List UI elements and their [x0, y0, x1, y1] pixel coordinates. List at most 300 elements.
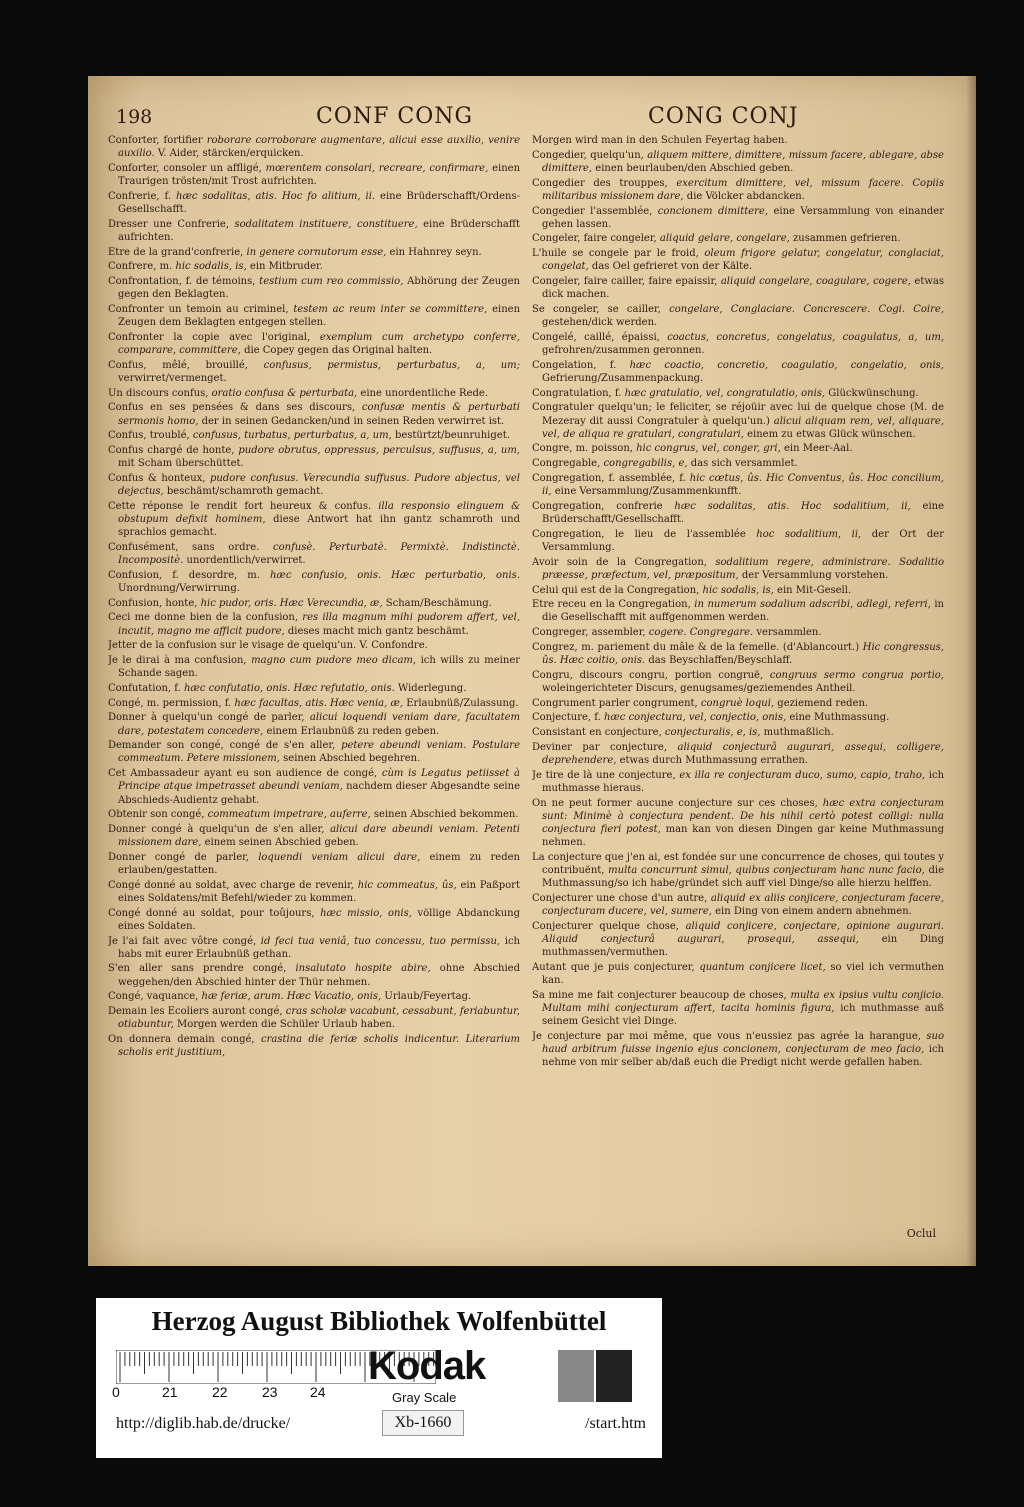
headword: Sa mine me fait conjecturer beaucoup de choses,: [532, 989, 787, 1001]
german-gloss: völlige Abdanckung eines Soldaten.: [118, 907, 520, 932]
dictionary-entry: [532, 711, 944, 724]
latin-gloss: cùm is Legatus petiisset à Principe atque impetrasset abeundi veniam,: [118, 768, 520, 793]
german-gloss: Widerlegung.: [394, 682, 467, 694]
latin-gloss: Hic congressus, ûs. Hæc coitio, onis.: [542, 641, 944, 667]
headword: S'en aller sans prendre congé,: [108, 963, 287, 975]
headword: Congelation, f.: [532, 359, 617, 371]
left-column: [108, 134, 520, 1244]
german-gloss: beschämt/schamroth gemacht.: [163, 486, 324, 498]
german-gloss: ich habs mit eurer Erlaubnüß gethan.: [118, 935, 520, 960]
dictionary-entry: [532, 472, 944, 498]
latin-gloss: hæc gratulatio, vel, congratulatio, onis,: [621, 387, 826, 399]
dictionary-entry: [532, 401, 944, 441]
dictionary-entry: [532, 232, 944, 245]
dictionary-entry: [108, 697, 520, 710]
latin-gloss: oratio confusa & perturbata,: [208, 387, 358, 399]
library-label: [96, 1298, 662, 1458]
latin-gloss: congelare, Conglaciare. Concrescere. Cogi. Coire,: [660, 303, 944, 315]
german-gloss: bestürtzt/beunruhiget.: [391, 430, 510, 442]
german-gloss: das Oel gefrieret von der Kälte.: [588, 261, 753, 273]
latin-gloss: aliquid ex aliis conjicere, conjecturam facere, conjecturam ducere, vel, sumere,: [542, 892, 944, 918]
dictionary-entry: [108, 569, 520, 595]
dictionary-entry: [108, 808, 520, 821]
dictionary-entry: [532, 528, 944, 554]
latin-gloss: hæc coactio, concretio, coagulatio, congelatio, onis,: [616, 359, 944, 371]
headword: Confusément, sans ordre.: [108, 541, 260, 553]
german-gloss: ein Mitbruder.: [246, 261, 323, 273]
latin-gloss: confusè. Perturbatè. Permixtè. Indistinctè. Incompositè.: [118, 541, 520, 567]
headword: Congrez, m. pariement du mâle & de la femelle. (d'Ablancourt.): [532, 641, 860, 653]
headword: Confus, mêlé, brouillé,: [108, 359, 248, 371]
ruler-number: 0: [112, 1384, 120, 1400]
german-gloss: Morgen wird man in den Schulen Feyertag haben.: [532, 135, 788, 146]
german-gloss: etwas durch Muthmassung errathen.: [616, 754, 808, 766]
german-gloss: Unordnung/Verwirrung.: [118, 583, 240, 594]
headword: Confus, troublé,: [108, 430, 190, 442]
latin-gloss: hic pudor, oris. Hæc Verecundia, æ,: [197, 597, 383, 609]
dictionary-entry: [108, 654, 520, 680]
latin-gloss: congruè loqui,: [697, 697, 775, 709]
latin-gloss: aliquem mittere, dimittere, missum facere, ablegare, abse dimittere,: [542, 149, 944, 174]
headword: Avoir soin de la Congregation,: [532, 556, 707, 568]
dictionary-entry: [532, 598, 944, 624]
german-gloss: mit Scham überschüttet.: [118, 458, 244, 470]
latin-gloss: hæc facultas, atis. Hæc venia, æ,: [231, 697, 404, 709]
dictionary-entry: [108, 260, 520, 273]
latin-gloss: multa concurrunt simul, quibus conjecturam hanc nunc facio,: [604, 865, 925, 877]
dictionary-entry: [532, 134, 944, 147]
headword: Confusion, honte,: [108, 597, 198, 609]
latin-gloss: oleum frigore gelatur, congelatur, conglaciat, congelat,: [542, 248, 944, 273]
german-gloss: diese Antwort hat ihn gantz schamroth und sprachlos gemacht.: [118, 513, 520, 539]
headword: Consistant en conjecture,: [532, 727, 662, 739]
latin-gloss: sodalitatem instituere, constituere,: [229, 218, 418, 230]
dictionary-entry: [108, 962, 520, 988]
headword: Congedier l'assemblée,: [532, 205, 653, 217]
latin-gloss: insalutato hospite abire,: [286, 963, 431, 975]
german-gloss: Erlaubnüß/Zulassung.: [403, 697, 519, 709]
headword: Confrontation, f. de témoins,: [108, 276, 256, 288]
headword: Congedier, quelqu'un,: [532, 149, 644, 161]
dictionary-entry: [532, 457, 944, 470]
german-gloss: seinen Abschied bekommen.: [370, 809, 519, 821]
latin-gloss: hæc missio, onis,: [314, 907, 412, 919]
dictionary-entry: [532, 920, 944, 960]
headword: Je l'ai fait avec vôtre congé,: [108, 935, 257, 947]
dictionary-entry: [108, 162, 520, 188]
dictionary-entry: [108, 472, 520, 498]
latin-gloss: congruus sermo congrua portio,: [763, 669, 944, 681]
dictionary-entry: [108, 218, 520, 244]
dictionary-entry: [108, 935, 520, 961]
german-gloss: ich muthmasse auß seinem Gesicht viel Dinge.: [542, 1003, 944, 1028]
dictionary-entry: [108, 359, 520, 385]
dictionary-entry: [108, 275, 520, 301]
dictionary-entry: [108, 597, 520, 610]
headword: Confus chargé de honte,: [108, 444, 235, 456]
german-gloss: einem zu reden erlauben/gestatten.: [118, 851, 520, 877]
german-gloss: ein Ding muthmassen/vermuthen.: [542, 934, 944, 959]
dictionary-entry: [108, 823, 520, 849]
headword: Dresser une Confrerie,: [108, 218, 230, 230]
dictionary-entry: [108, 1005, 520, 1031]
german-gloss: gefrohren/zusammen geronnen.: [542, 345, 705, 357]
german-gloss: seinen Abschied begehren.: [279, 753, 421, 765]
scanned-page: [88, 76, 976, 1266]
headword: Conjecturer une chose d'un autre,: [532, 892, 708, 904]
dictionary-entry: [108, 500, 520, 540]
library-title: Herzog August Bibliothek Wolfenbüttel: [151, 1306, 607, 1336]
latin-gloss: alicui loquendi veniam dare, facultatem dare, potestatem concedere,: [118, 712, 520, 737]
dictionary-entry: [532, 303, 944, 329]
latin-gloss: confusus, permistus, perturbatus, a, um;: [247, 359, 520, 371]
headword: Conforter, fortifier: [108, 135, 203, 146]
german-gloss: eine Muthmassung.: [786, 712, 890, 724]
headword: L'huile se congele par le froid,: [532, 248, 699, 260]
headword: Confusion, f. desordre, m.: [108, 569, 260, 581]
headword: La conjecture que j'en ai, est fondée sur une concurrence de choses, qui toutes y contribuënt,: [532, 851, 944, 877]
headword: Donner congé à quelqu'un de s'en aller,: [108, 823, 325, 835]
dictionary-entry: [108, 134, 520, 160]
latin-gloss: aliquid conjicere, conjectare, opinione augurari. Aliquid conjecturâ augurari, prosequi, assequi,: [542, 920, 944, 946]
headword: Deviner par conjecture,: [532, 741, 668, 753]
headword: Congelé, caillé, épaissi,: [532, 331, 660, 343]
german-gloss: verwirret/vermenget.: [118, 372, 227, 384]
latin-gloss: aliquid congelare, coagulare, cogere,: [717, 276, 911, 288]
gray-scale-label: Gray Scale: [392, 1390, 457, 1405]
dictionary-entry: [108, 429, 520, 442]
german-gloss: einem seinen Abschied geben.: [201, 837, 359, 849]
german-gloss: V. Confondre.: [356, 640, 428, 652]
latin-gloss: exemplum cum archetypo conferre, comparare, committere,: [118, 331, 520, 357]
latin-gloss: testem ac reum inter se committere,: [288, 303, 488, 315]
dictionary-entry: [108, 767, 520, 807]
dictionary-entry: [532, 769, 944, 795]
dictionary-entry: [532, 892, 944, 918]
dictionary-entry: [532, 851, 944, 891]
dictionary-entry: [532, 359, 944, 385]
catchword: Oclul: [906, 1227, 936, 1240]
headword: Congreger, assembler,: [532, 627, 646, 639]
headword: Congratuler quelqu'un; le feliciter, se réjoüir avec lui de quelque chose (M. de Mezeray dit aussi Congratuler à quelqu'un.): [532, 402, 944, 427]
latin-gloss: hæc conjectura, vel, conjectio, onis,: [600, 712, 787, 724]
dictionary-entry: [108, 401, 520, 427]
latin-gloss: petere abeundi veniam. Postulare commeatum. Petere missionem,: [118, 740, 520, 765]
german-gloss: so viel ich vermuthen kan.: [542, 961, 944, 987]
latin-gloss: coactus, concretus, congelatus, coagulatus, a, um,: [659, 331, 944, 343]
german-gloss: ich nehme von mir selber ab/daß euch die Predigt nicht werde gefallen haben.: [542, 1044, 944, 1069]
latin-gloss: illa responsio elinguem & obstupum defixit hominem,: [118, 500, 520, 525]
dictionary-entry: [108, 739, 520, 765]
headword: Je tire de là une conjecture,: [532, 769, 676, 781]
gray-swatch-dark: [596, 1350, 632, 1402]
dictionary-entry: [532, 697, 944, 710]
source-url-suffix[interactable]: /start.htm: [585, 1415, 646, 1432]
german-gloss: zusammen gefrieren.: [789, 233, 901, 245]
german-gloss: nachdem dieser Abgesandte seine Abschieds-Audientz gehabt.: [118, 781, 520, 806]
headword: Congrument parler congrument,: [532, 697, 698, 709]
headword: Congeler, faire cailler, faire epaissir,: [532, 276, 718, 288]
german-gloss: geziemend reden.: [774, 697, 869, 709]
dictionary-entry: [108, 639, 520, 652]
german-gloss: einem zu etwas Glück wünschen.: [743, 428, 916, 440]
latin-gloss: aliquid conjecturâ augurari, assequi, colligere, deprehendere,: [542, 741, 944, 766]
running-head-left: CONF CONG: [316, 104, 474, 129]
latin-gloss: pudore confusus. Verecundia suffusus. Pudore abjectus, vel dejectus,: [118, 472, 520, 498]
headword: Congedier des trouppes,: [532, 177, 668, 189]
latin-gloss: suo haud arbitrum fuisse ingenio ejus concionem, conjecturam de meo facio,: [542, 1031, 944, 1056]
dictionary-entry: [108, 331, 520, 357]
dictionary-entry: [108, 879, 520, 905]
headword: Confutation, f.: [108, 682, 181, 694]
german-gloss: einen beurlauben/den Abschied geben.: [592, 162, 794, 174]
latin-gloss: aliquid gelare, congelare,: [656, 233, 790, 245]
dictionary-entry: [532, 584, 944, 597]
latin-gloss: in numerum sodalium adscribi, adlegi, referri,: [690, 599, 931, 611]
dictionary-entry: [532, 797, 944, 850]
latin-gloss: mœrentem consolari, recreare, confirmare,: [261, 162, 489, 174]
dictionary-entry: [532, 442, 944, 455]
headword: Donner congé de parler,: [108, 851, 250, 863]
dictionary-entry: [532, 669, 944, 695]
german-gloss: einem Erlaubnüß zu reden geben.: [263, 725, 440, 737]
german-gloss: Gefrierung/Zusammenpackung.: [542, 372, 704, 384]
headword: Un discours confus,: [108, 387, 209, 399]
german-gloss: eine Brüderschafft/Ordens-Gesellschafft.: [118, 190, 520, 216]
german-gloss: Urlaub/Feyertag.: [381, 991, 472, 1003]
ruler-number: 22: [212, 1384, 228, 1400]
latin-gloss: congregabilis, e,: [600, 458, 688, 470]
latin-gloss: confusæ mentis & perturbati sermonis homo,: [118, 402, 520, 427]
headword: Congé donné au soldat, pour toûjours,: [108, 907, 315, 919]
headword: Se congeler, se cailler,: [532, 303, 661, 315]
german-gloss: V. Aider, stärcken/erquicken.: [154, 148, 304, 160]
headword: Conjecture, f.: [532, 712, 601, 724]
latin-gloss: sodalitium regere, administrare. Sodalitio præesse, præfectum, vel, præpositum,: [542, 556, 944, 581]
german-gloss: eine Brüderschafft aufrichten.: [118, 218, 520, 243]
dictionary-entry: [108, 444, 520, 470]
headword: Confrerie, f.: [108, 190, 172, 202]
german-gloss: eine Versammlung/Zusammenkunfft.: [551, 486, 742, 498]
german-gloss: ein Meer-Aal.: [780, 443, 853, 455]
dictionary-entry: [108, 907, 520, 933]
latin-gloss: crastina die feriæ scholis indicentur. Literarium scholis erit justitium,: [118, 1034, 520, 1059]
german-gloss: unordentlich/verwirret.: [183, 555, 306, 567]
headword: Congé, m. permission, f.: [108, 697, 232, 709]
latin-gloss: concionem dimittere,: [652, 205, 769, 217]
headword: Confronter la copie avec l'original,: [108, 331, 311, 343]
german-gloss: eine unordentliche Rede.: [357, 387, 489, 399]
german-gloss: gestehen/dick werden.: [542, 317, 658, 329]
german-gloss: der in seinen Gedancken/und in seinen Reden verwirret ist.: [198, 415, 505, 427]
ruler-number: 24: [310, 1384, 326, 1400]
german-gloss: Abhörung der Zeugen gegen den Beklagten.: [118, 276, 520, 301]
headword: Jetter de la confusion sur le visage de quelqu'un.: [108, 640, 357, 652]
dictionary-entry: [532, 247, 944, 273]
headword: Confronter un temoin au criminel,: [108, 303, 289, 315]
german-gloss: ich wills zu meiner Schande sagen.: [118, 655, 520, 680]
latin-gloss: roborare corroborare augmentare, alicui esse auxilio, venire auxilio.: [118, 135, 520, 160]
headword: Congeler, faire congeler,: [532, 233, 657, 245]
headword: Congé donné au soldat, avec charge de revenir,: [108, 879, 354, 891]
latin-gloss: hic sodalis, is,: [172, 261, 247, 273]
headword: Cette réponse le rendit fort heureux & confus.: [108, 500, 372, 512]
headword: Confrere, m.: [108, 261, 173, 273]
headword: Confus & honteux,: [108, 472, 206, 484]
right-column: [532, 134, 944, 1244]
headword: Conjecturer quelque chose,: [532, 920, 679, 932]
latin-gloss: multa ex ipsius vultu conjicio. Multam mihi conjecturam affert, tacita hominis figura,: [542, 989, 944, 1015]
german-gloss: Scham/Beschämung.: [382, 597, 492, 609]
german-gloss: man kan von diesen Dingen gar keine Muthmassung nehmen.: [542, 823, 944, 849]
german-gloss: ein Paßport eines Soldatens/mit Befehl/wieder zu kommen.: [118, 879, 520, 904]
latin-gloss: magno cum pudore meo dicam,: [246, 655, 417, 667]
latin-gloss: hæc confutatio, onis. Hæc refutatio, onis.: [180, 682, 395, 694]
dictionary-entry: [108, 387, 520, 400]
gray-swatch-mid: [558, 1350, 594, 1402]
latin-gloss: res illa magnum mihi pudorem affert, vel, incutit, magno me afficit pudore,: [118, 612, 520, 637]
dictionary-entry: [108, 682, 520, 695]
latin-gloss: hæc sodalitas, atis. Hoc fo alitium, ii.: [171, 190, 376, 202]
dictionary-entry: [108, 303, 520, 329]
german-gloss: die Muthmassung/so ich habe/gründet sich auff viel Dinge/so alle hierzu helffen.: [542, 865, 944, 890]
headword: Celui qui est de la Congregation,: [532, 584, 700, 596]
headword: Congregable,: [532, 458, 601, 470]
dictionary-entry: [108, 990, 520, 1003]
german-gloss: ein Mit-Gesell.: [773, 584, 852, 596]
german-gloss: versammlen.: [753, 627, 822, 639]
dictionary-entry: [108, 851, 520, 877]
german-gloss: ein Hahnrey seyn.: [386, 246, 482, 258]
latin-gloss: conjecturalis, e, is,: [661, 727, 761, 739]
headword: Autant que je puis conjecturer,: [532, 961, 695, 973]
latin-gloss: confusus, turbatus, perturbatus, a, um,: [189, 430, 392, 442]
german-gloss: dieses macht mich gantz beschämt.: [284, 625, 469, 637]
dictionary-entry: [532, 641, 944, 667]
latin-gloss: pudore obrutus, oppressus, perculsus, suffusus, a, um,: [234, 444, 520, 456]
headword: Demain les Ecoliers auront congé,: [108, 1006, 283, 1018]
german-gloss: in die Gesellschafft mit auffgenommen werden.: [542, 599, 944, 624]
latin-gloss: hæc extra conjecturam sunt: Minimè à conjectura pendent. De his nihil certò potest colligi: nulla conjectura fieri potest,: [542, 797, 944, 835]
dictionary-entry: [532, 1030, 944, 1070]
headword: Congregation, confrerie: [532, 500, 663, 512]
dictionary-entry: [532, 500, 944, 526]
german-gloss: Glückwünschung.: [825, 387, 919, 399]
german-gloss: muthmaßlich.: [760, 727, 834, 739]
latin-gloss: quantum conjicere licet,: [694, 961, 826, 973]
latin-gloss: hæc confusio, onis. Hæc perturbatio, onis.: [259, 569, 520, 581]
german-gloss: die Copey gegen das Original halten.: [240, 345, 433, 357]
headword: Congregation, le lieu de l'assemblée: [532, 528, 746, 540]
german-gloss: eine Versammlung von einander gehen lassen.: [542, 205, 944, 230]
dictionary-entry: [532, 626, 944, 639]
german-gloss: ich muthmasse hieraus.: [542, 769, 944, 794]
dictionary-entry: [532, 989, 944, 1029]
headword: Cet Ambassadeur ayant eu son audience de congé,: [108, 768, 378, 780]
latin-gloss: in genere cornutorum esse,: [243, 246, 387, 258]
headword: Obtenir son congé,: [108, 809, 205, 821]
latin-gloss: hic congrus, vel, conger, gri,: [632, 443, 781, 455]
headword: Etre receu en la Congregation,: [532, 599, 691, 611]
headword: Congratulation, f.: [532, 387, 622, 399]
latin-gloss: cras scholæ vacabunt, cessabunt, feriabuntur, otiabuntur,: [118, 1006, 520, 1031]
latin-gloss: alicui aliquam rem, vel, aliquare, vel, de aliqua re gratulari, congratulari,: [542, 415, 944, 440]
dictionary-entry: [532, 741, 944, 767]
latin-gloss: cogere. Congregare.: [645, 627, 754, 639]
headword: Conforter, consoler un affligé,: [108, 162, 262, 174]
dictionary-entry: [532, 726, 944, 739]
headword: On ne peut former aucune conjecture sur ces choses,: [532, 797, 818, 809]
headword: Congregation, f. assemblée, f.: [532, 472, 686, 484]
dictionary-entry: [532, 331, 944, 357]
latin-gloss: hic commeatus, ûs,: [353, 879, 457, 891]
dictionary-entry: [108, 190, 520, 216]
latin-gloss: hæc sodalitas, atis. Hoc sodalitium, ii,: [662, 500, 911, 512]
german-gloss: die Völcker abdancken.: [683, 190, 805, 202]
dictionary-entry: [532, 205, 944, 231]
latin-gloss: id feci tua veniâ, tuo concessu, tuo permissu,: [256, 935, 501, 947]
latin-gloss: commeatum impetrare, auferre,: [204, 809, 371, 821]
dictionary-entry: [108, 1033, 520, 1059]
latin-gloss: hæ feriæ, arum. Hæc Vacatio, onis,: [198, 991, 382, 1003]
dictionary-entry: [532, 556, 944, 582]
german-gloss: Morgen werden die Schüler Urlaub haben.: [173, 1019, 395, 1031]
dictionary-entry: [108, 246, 520, 259]
latin-gloss: exercitum dimittere, vel, missum facere. Copiis militaribus missionem dare,: [542, 177, 944, 202]
dictionary-entry: [532, 961, 944, 987]
dictionary-entry: [532, 275, 944, 301]
dictionary-entry: [108, 711, 520, 737]
german-gloss: ohne Abschied weggehen/den Abschied hinter der Thür nehmen.: [118, 963, 520, 988]
headword: Demander son congé, congé de s'en aller,: [108, 740, 336, 752]
headword: Congru, discours congru, portion congruë,: [532, 669, 764, 681]
dictionary-entry: [108, 541, 520, 567]
german-gloss: ein Ding von einem andern abnehmen.: [711, 906, 912, 918]
ruler-number: 21: [162, 1384, 178, 1400]
german-gloss: woleingerichteter Discurs, genugsames/geziemendes Antheil.: [542, 682, 856, 694]
headword: On donnera demain congé,: [108, 1034, 255, 1045]
ruler-number: 23: [262, 1384, 278, 1400]
latin-gloss: loquendi veniam alicui dare,: [249, 851, 421, 863]
dictionary-entry: [532, 177, 944, 203]
dictionary-entry: [532, 387, 944, 400]
german-gloss: der Ort der Versammlung.: [542, 528, 944, 553]
shelfmark-field: Xb-1660: [382, 1410, 464, 1436]
german-gloss: etwas dick machen.: [542, 276, 944, 301]
kodak-logo: Kodak: [368, 1344, 486, 1388]
latin-gloss: hoc sodalitium, ii,: [745, 528, 862, 540]
running-head-right: CONG CONJ: [648, 104, 799, 129]
headword: Donner à quelqu'un congé de parler,: [108, 712, 305, 724]
dictionary-entry: [532, 149, 944, 175]
headword: Congé, vaquance,: [108, 991, 199, 1003]
headword: Ceci me donne bien de la confusion,: [108, 612, 299, 624]
latin-gloss: hic sodalis, is,: [699, 584, 774, 596]
latin-gloss: testium cum reo commissio,: [255, 276, 404, 288]
latin-gloss: hic cœtus, ûs. Hic Conventus, ûs. Hoc concilium, ii,: [542, 472, 944, 498]
page-number: 198: [116, 106, 153, 128]
german-gloss: das sich versammlet.: [687, 458, 798, 470]
headword: Je conjecture par moi même, que vous n'eussiez pas agrée la harangue,: [532, 1031, 921, 1042]
headword: Confus en ses pensées & dans ses discours,: [108, 402, 356, 414]
headword: Etre de la grand'confrerie,: [108, 246, 244, 258]
source-url[interactable]: http://diglib.hab.de/drucke/: [116, 1415, 291, 1432]
headword: Congre, m. poisson,: [532, 443, 633, 455]
dictionary-entry: [108, 611, 520, 637]
german-gloss: der Versammlung vorstehen.: [738, 569, 889, 581]
latin-gloss: ex illa re conjecturam duco, sumo, capio, traho,: [675, 769, 926, 781]
german-gloss: einen Zeugen dem Beklagten entgegen stellen.: [118, 303, 520, 329]
